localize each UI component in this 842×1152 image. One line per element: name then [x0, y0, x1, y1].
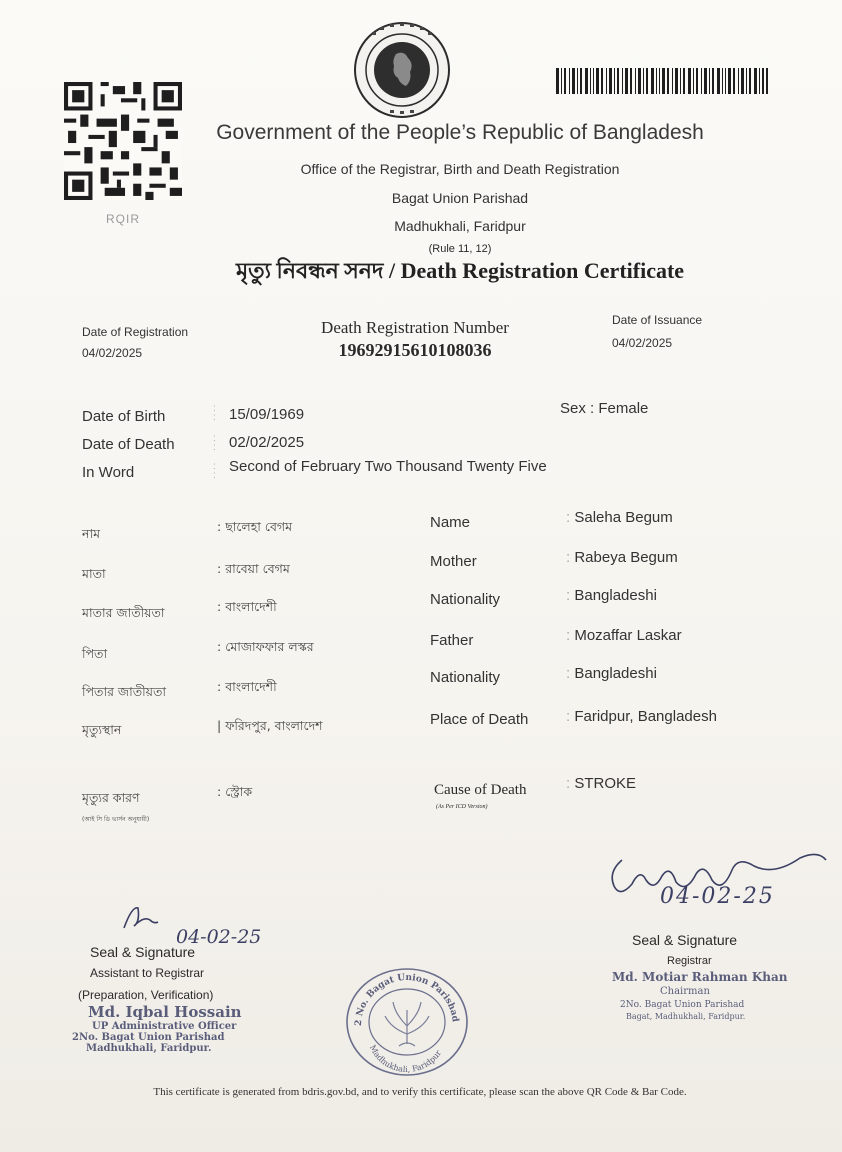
dob-label: Date of Birth [82, 408, 166, 425]
father-label: Father [430, 632, 474, 649]
cause-of-death-note: (As Per ICD Version) [436, 804, 488, 810]
bn-name-label: নাম [82, 526, 101, 541]
place-of-death-value: : Faridpur, Bangladesh [566, 708, 717, 725]
sex-value: Sex : Female [560, 400, 649, 417]
bn-mother-nationality-value: : বাংলাদেশী [217, 599, 277, 614]
date-of-issuance-label: Date of Issuance [612, 313, 703, 327]
office-title: Office of the Registrar, Birth and Death Registration [300, 161, 620, 177]
place-of-death-label: Place of Death [430, 711, 529, 728]
qr-code-label: RQIR [106, 212, 140, 226]
mother-nationality-label: Nationality [430, 591, 501, 608]
registrar-stamp-line2: 2No. Bagat Union Parishad [620, 1000, 745, 1010]
rule-reference: (Rule 11, 12) [428, 243, 492, 255]
registrar-stamp-line1: Chairman [660, 986, 710, 997]
name-value: : Saleha Begum [566, 509, 673, 526]
registrar-handwritten-date: 04-02-25 [660, 884, 775, 909]
assistant-stamp-line2: 2No. Bagat Union Parishad [72, 1032, 225, 1043]
assistant-seal-signature-label: Seal & Signature [90, 944, 196, 960]
date-of-registration-value: 04/02/2025 [82, 346, 143, 360]
bn-mother-label: মাতা [82, 566, 106, 581]
in-word-label: In Word [82, 464, 135, 481]
cause-of-death-label: Cause of Death [434, 782, 527, 798]
assistant-stamp-line1: UP Administrative Officer [92, 1021, 237, 1032]
certificate-title: মৃত্যু নিবন্ধন সনদ / Death Registration Certificate [235, 258, 685, 283]
colon: : : [213, 433, 216, 453]
registration-number-label: Death Registration Number [321, 318, 509, 337]
verification-footer: This certificate is generated from bdris.gov.bd, and to verify this certificate, please scan the above QR Code & Bar Code. [153, 1086, 687, 1098]
cause-of-death-value: : STROKE [566, 775, 637, 792]
dod-value: 02/02/2025 [229, 434, 305, 451]
bn-place-label: মৃত্যুস্থান [82, 722, 122, 737]
assistant-signature-scribble [120, 902, 160, 932]
father-nationality-value: : Bangladeshi [566, 665, 657, 682]
assistant-role: Assistant to Registrar [90, 966, 205, 980]
bn-father-nationality-label: পিতার জাতীয়তা [82, 684, 167, 699]
bn-cause-note: (আই সি ডি ভার্সন অনুযায়ী) [82, 816, 150, 823]
mother-label: Mother [430, 553, 477, 570]
assistant-stamp-name: Md. Iqbal Hossain [88, 1003, 242, 1021]
bn-name-value: : ছালেহা বেগম [217, 519, 293, 534]
location-name: Madhukhali, Faridpur [394, 218, 526, 234]
bn-father-nationality-value: : বাংলাদেশী [217, 679, 277, 694]
date-of-registration-label: Date of Registration [82, 325, 189, 339]
bn-father-value: : মোজাফফার লস্কর [217, 639, 314, 654]
assistant-prep-note: (Preparation, Verification) [78, 988, 214, 1002]
union-name: Bagat Union Parishad [391, 190, 529, 206]
barcode[interactable] [556, 68, 768, 94]
bn-mother-value: : রাবেয়া বেগম [217, 561, 290, 576]
dob-value: 15/09/1969 [229, 406, 305, 423]
in-word-value: Second of February Two Thousand Twenty Five [229, 458, 547, 475]
assistant-handwritten-date: 04-02-25 [176, 926, 262, 948]
mother-nationality-value: : Bangladeshi [566, 587, 657, 604]
bn-cause-label: মৃত্যুর কারণ [82, 790, 140, 805]
registration-number: 19692915610108036 [338, 340, 492, 360]
assistant-stamp-line3: Madhukhali, Faridpur. [86, 1043, 212, 1054]
registrar-role: Registrar [667, 955, 712, 967]
colon: : : [213, 461, 216, 481]
father-value: : Mozaffar Laskar [566, 627, 682, 644]
name-label: Name [430, 514, 471, 531]
registrar-seal-signature-label: Seal & Signature [632, 932, 738, 948]
mother-value: : Rabeya Begum [566, 549, 678, 566]
bn-place-value: | ফরিদপুর, বাংলাদেশ [217, 718, 323, 733]
registrar-stamp-name: Md. Motiar Rahman Khan [612, 970, 788, 984]
bn-mother-nationality-label: মাতার জাতীয়তা [82, 605, 165, 620]
colon: : : [213, 403, 216, 423]
date-of-issuance-value: 04/02/2025 [612, 336, 673, 350]
bn-cause-value: : স্ট্রোক [217, 784, 253, 799]
dod-label: Date of Death [82, 436, 175, 453]
government-title: Government of the People’s Republic of Bangladesh [216, 121, 704, 144]
bn-father-label: পিতা [82, 646, 108, 661]
registrar-stamp-line3: Bagat, Madhukhali, Faridpur. [626, 1012, 746, 1021]
seal-ring-top-text: 2 No. Bagat Union Parishad [353, 972, 460, 1027]
seal-ring-bottom-text: Madhukhali, Faridpur [367, 1043, 444, 1075]
union-parishad-seal-icon [343, 966, 471, 1078]
father-nationality-label: Nationality [430, 669, 501, 686]
government-emblem-icon [352, 20, 452, 120]
